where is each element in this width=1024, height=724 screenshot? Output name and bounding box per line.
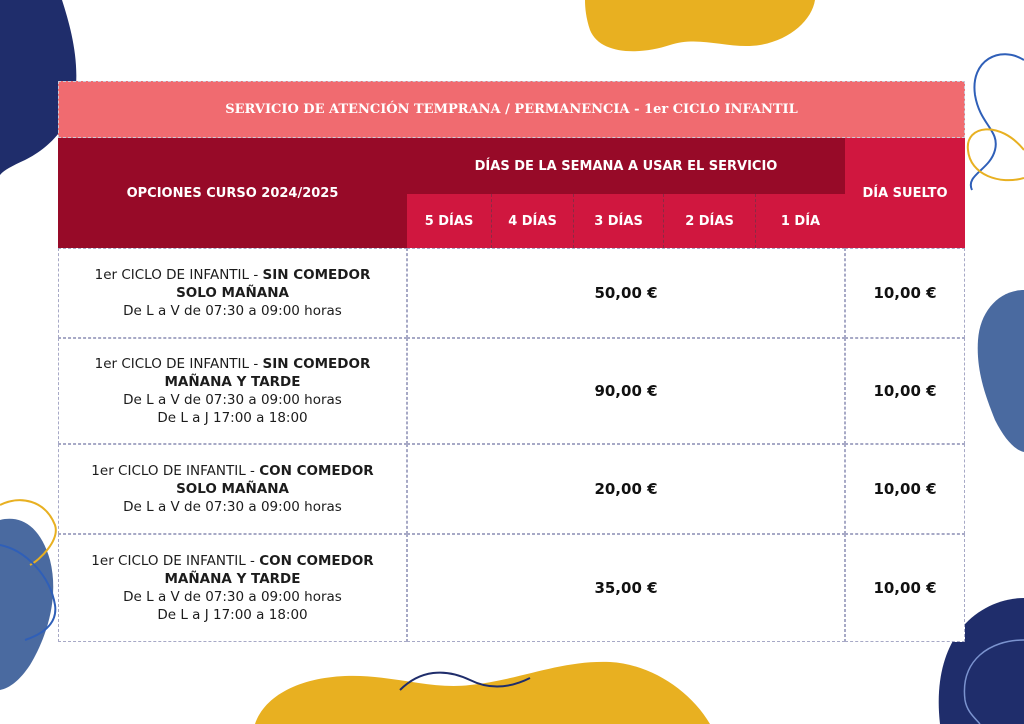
- header-dia-suelto: DÍA SUELTO: [845, 138, 965, 248]
- row-bold-1: CON COMEDOR: [259, 463, 374, 479]
- yellow-scribble-right: [968, 129, 1024, 180]
- row-schedule-2: De L a J 17:00 a 18:00: [157, 410, 308, 426]
- row-bold-2: SOLO MAÑANA: [176, 285, 289, 301]
- row-dia-suelto: 10,00 €: [845, 248, 965, 338]
- row-bold-2: MAÑANA Y TARDE: [164, 374, 301, 390]
- table-row-option: [58, 534, 407, 642]
- row-schedule-1: De L a V de 07:30 a 09:00 horas: [123, 589, 342, 605]
- row-schedule-1: De L a V de 07:30 a 09:00 horas: [123, 392, 342, 408]
- yellow-blob-top: [585, 0, 815, 51]
- table-title: SERVICIO DE ATENCIÓN TEMPRANA / PERMANENCIA - 1er CICLO INFANTIL: [58, 81, 965, 138]
- row-prefix: 1er CICLO DE INFANTIL -: [91, 553, 260, 569]
- header-5-dias: 5 DÍAS: [407, 194, 491, 248]
- row-price: 35,00 €: [407, 534, 845, 642]
- row-price: 90,00 €: [407, 338, 845, 444]
- header-4-dias: 4 DÍAS: [491, 194, 573, 248]
- row-bold-2: MAÑANA Y TARDE: [164, 571, 301, 587]
- row-price: 20,00 €: [407, 444, 845, 534]
- row-bold-2: SOLO MAÑANA: [176, 481, 289, 497]
- row-prefix: 1er CICLO DE INFANTIL -: [94, 356, 263, 372]
- row-bold-1: SIN COMEDOR: [262, 267, 371, 283]
- steel-blob-right: [978, 290, 1024, 452]
- row-dia-suelto: 10,00 €: [845, 338, 965, 444]
- table-row-option: [58, 444, 407, 534]
- header-dias-semana: DÍAS DE LA SEMANA A USAR EL SERVICIO: [407, 138, 845, 194]
- row-bold-1: SIN COMEDOR: [262, 356, 371, 372]
- row-schedule-1: De L a V de 07:30 a 09:00 horas: [123, 499, 342, 515]
- pricing-table: [58, 81, 965, 642]
- steel-blob-bottom-left: [0, 519, 53, 690]
- row-bold-1: CON COMEDOR: [259, 553, 374, 569]
- table-row-option: [58, 248, 407, 338]
- yellow-blob-bottom: [255, 662, 710, 724]
- header-opciones: OPCIONES CURSO 2024/2025: [58, 138, 407, 248]
- row-prefix: 1er CICLO DE INFANTIL -: [94, 267, 263, 283]
- row-schedule-1: De L a V de 07:30 a 09:00 horas: [123, 303, 342, 319]
- header-1-dia: 1 DÍA: [755, 194, 845, 248]
- row-price: 50,00 €: [407, 248, 845, 338]
- row-prefix: 1er CICLO DE INFANTIL -: [91, 463, 260, 479]
- row-dia-suelto: 10,00 €: [845, 444, 965, 534]
- row-dia-suelto: 10,00 €: [845, 534, 965, 642]
- row-schedule-2: De L a J 17:00 a 18:00: [157, 607, 308, 623]
- table-row-option: [58, 338, 407, 444]
- header-3-dias: 3 DÍAS: [573, 194, 663, 248]
- header-2-dias: 2 DÍAS: [663, 194, 755, 248]
